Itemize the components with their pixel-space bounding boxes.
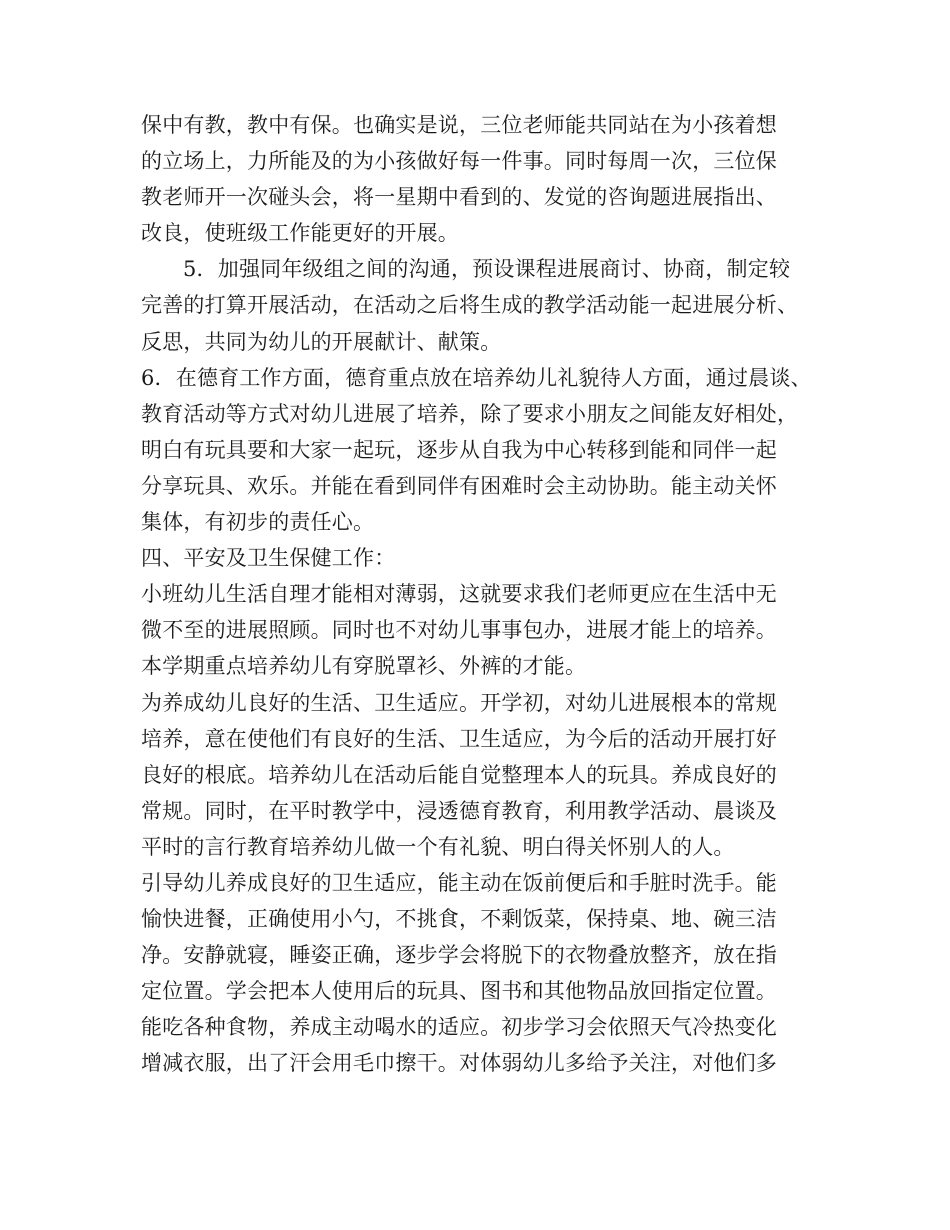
text-line: 完善的打算开展活动，在活动之后将生成的教学活动能一起进展分析、 (141, 293, 799, 318)
text-line: 微不至的进展照顾。同时也不对幼儿事事包办，进展才能上的培养。 (141, 618, 777, 643)
text-line: 本学期重点培养幼儿有穿脱罩衫、外裤的才能。 (141, 654, 587, 679)
text-line: 良好的根底。培养幼儿在活动后能自觉整理本人的玩具。养成良好的 (141, 762, 777, 787)
text-line: 反思，共同为幼儿的开展献计、献策。 (141, 329, 502, 354)
text-line: 明白有玩具要和大家一起玩，逐步从自我为中心转移到能和同伴一起 (141, 437, 777, 462)
text-line: 教老师开一次碰头会，将一星期中看到的、发觉的咨询题进展指出、 (141, 185, 777, 210)
text-line: 愉快进餐，正确使用小勺，不挑食，不剩饭菜，保持桌、地、碗三洁 (141, 907, 777, 932)
text-line: 培养，意在使他们有良好的生活、卫生适应，为今后的活动开展打好 (141, 726, 777, 751)
text-line: 定位置。学会把本人使用后的玩具、图书和其他物品放回指定位置。 (141, 979, 777, 1004)
text-line: 6．在德育工作方面，德育重点放在培养幼儿礼貌待人方面，通过晨谈、 (141, 365, 812, 390)
text-line: 净。安静就寝，睡姿正确，逐步学会将脱下的衣物叠放整齐，放在指 (141, 943, 777, 968)
document-body (141, 107, 831, 1082)
text-line: 分享玩具、欢乐。并能在看到同伴有困难时会主动协助。能主动关怀 (141, 473, 777, 498)
text-line: 为养成幼儿良好的生活、卫生适应。开学初，对幼儿进展根本的常规 (141, 690, 777, 715)
text-line: 教育活动等方式对幼儿进展了培养，除了要求小朋友之间能友好相处， (141, 401, 799, 426)
text-line: 5．加强同年级组之间的沟通，预设课程进展商讨、协商，制定较 (183, 257, 791, 282)
text-line: 的立场上，力所能及的为小孩做好每一件事。同时每周一次，三位保 (141, 149, 777, 174)
text-line: 增减衣服，出了汗会用毛巾擦干。对体弱幼儿多给予关注，对他们多 (141, 1051, 777, 1076)
text-line: 能吃各种食物，养成主动喝水的适应。初步学习会依照天气冷热变化 (141, 1015, 777, 1040)
text-line: 集体，有初步的责任心。 (141, 510, 375, 535)
text-line: 改良，使班级工作能更好的开展。 (141, 221, 459, 246)
text-line: 常规。同时，在平时教学中，浸透德育教育，利用教学活动、晨谈及 (141, 798, 777, 823)
text-line: 保中有教，教中有保。也确实是说，三位老师能共同站在为小孩着想 (141, 113, 777, 137)
text-line: 平时的言行教育培养幼儿做一个有礼貌、明白得关怀别人的人。 (141, 834, 735, 859)
text-line: 小班幼儿生活自理才能相对薄弱，这就要求我们老师更应在生活中无 (141, 582, 777, 607)
section-heading: 四、平安及卫生保健工作： (141, 546, 396, 571)
text-line: 引导幼儿养成良好的卫生适应，能主动在饭前便后和手脏时洗手。能 (141, 870, 777, 895)
